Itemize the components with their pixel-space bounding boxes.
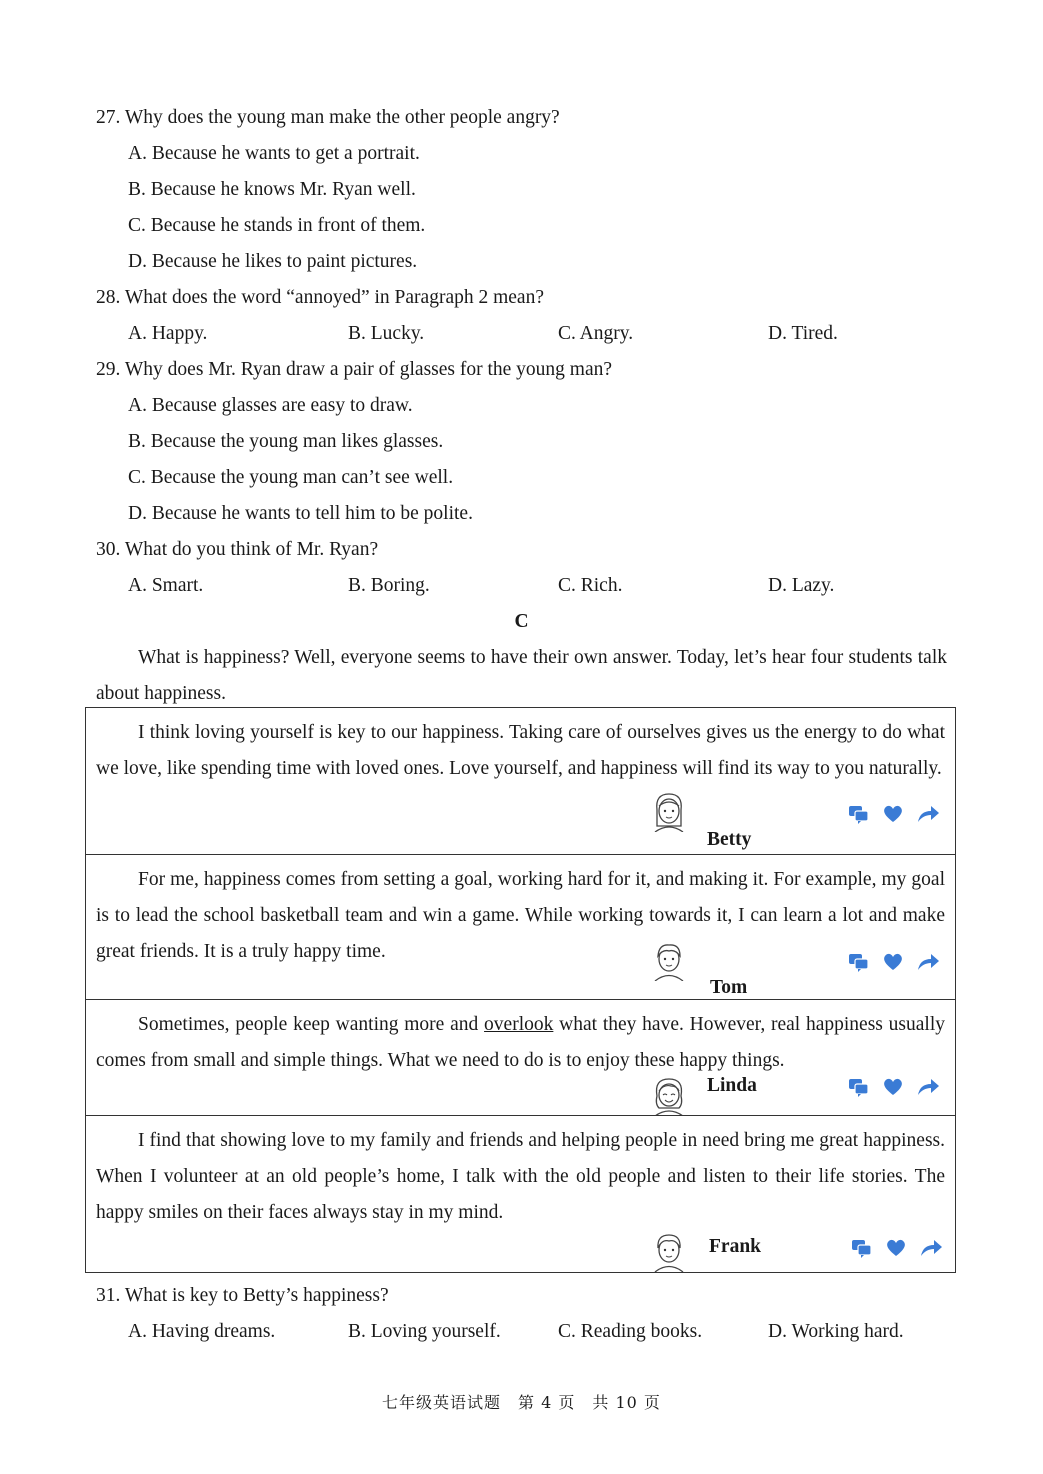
page-footer: 七年级英语试题 第 4 页 共 10 页 bbox=[382, 1393, 661, 1412]
post-actions bbox=[848, 1077, 940, 1097]
post-frank bbox=[86, 1115, 955, 1272]
post-text: For me, happiness comes from setting a goal, working hard for it, and making it. For example, my goal is to lead the school basketball team and win a game. While working towards it, I can learn a lot and make great friends. It is a truly happy time. bbox=[96, 869, 945, 962]
q30-option-b: B. Boring. bbox=[348, 575, 430, 596]
q27-option-b: B. Because he knows Mr. Ryan well. bbox=[128, 179, 416, 200]
q31-option-a: A. Having dreams. bbox=[128, 1321, 276, 1342]
post-betty bbox=[86, 708, 955, 854]
q28-option-b: B. Lucky. bbox=[348, 323, 425, 344]
share-icon[interactable] bbox=[919, 1238, 943, 1258]
boy-avatar-icon bbox=[649, 939, 689, 981]
post-actions bbox=[851, 1238, 943, 1258]
post-author-name: Linda bbox=[707, 1075, 757, 1096]
post-text-block bbox=[96, 1007, 945, 1079]
q31-option-c: C. Reading books. bbox=[558, 1321, 703, 1342]
underlined-word: overlook bbox=[484, 1014, 554, 1035]
post-text-block bbox=[96, 715, 945, 787]
q30-option-c: C. Rich. bbox=[558, 575, 623, 596]
student-posts-box bbox=[85, 707, 956, 1273]
q28-option-a: A. Happy. bbox=[128, 323, 208, 344]
section-intro-text: What is happiness? Well, everyone seems to have their own answer. Today, let’s hear four students talk about happiness. bbox=[96, 647, 947, 704]
q28-option-c: C. Angry. bbox=[558, 323, 634, 344]
q29-option-a: A. Because glasses are easy to draw. bbox=[128, 395, 413, 416]
q28-option-d: D. Tired. bbox=[768, 323, 838, 344]
question-29: 29. Why does Mr. Ryan draw a pair of glasses for the young man? bbox=[96, 359, 613, 380]
comment-icon[interactable] bbox=[848, 952, 870, 972]
section-heading: C bbox=[514, 611, 529, 632]
post-text-after: what they have. However, real happiness usually comes from small and simple things. What we need to do is to enjoy these happy things. bbox=[96, 1014, 945, 1071]
post-text: I think loving yourself is key to our happiness. Taking care of ourselves gives us the energy to do what we love, like spending time with loved ones. Love yourself, and happiness will find its way to you naturally. bbox=[96, 722, 945, 779]
q30-option-d: D. Lazy. bbox=[768, 575, 835, 596]
heart-icon[interactable] bbox=[882, 804, 904, 824]
q29-option-d: D. Because he wants to tell him to be polite. bbox=[128, 503, 473, 524]
post-actions bbox=[848, 804, 940, 824]
heart-icon[interactable] bbox=[885, 1238, 907, 1258]
share-icon[interactable] bbox=[916, 1077, 940, 1097]
question-31: 31. What is key to Betty’s happiness? bbox=[96, 1285, 389, 1306]
share-icon[interactable] bbox=[916, 804, 940, 824]
question-30: 30. What do you think of Mr. Ryan? bbox=[96, 539, 379, 560]
q29-option-b: B. Because the young man likes glasses. bbox=[128, 431, 444, 452]
post-text: I find that showing love to my family and friends and helping people in need bring me great happiness. When I volunteer at an old people’s home, I talk with the old people and listen to their life stories. The happy smiles on their faces always stay in my mind. bbox=[96, 1130, 945, 1223]
post-actions bbox=[848, 952, 940, 972]
question-27: 27. Why does the young man make the other people angry? bbox=[96, 107, 560, 128]
q29-option-c: C. Because the young man can’t see well. bbox=[128, 467, 454, 488]
post-author-name: Betty bbox=[707, 829, 752, 850]
comment-icon[interactable] bbox=[848, 804, 870, 824]
q31-option-d: D. Working hard. bbox=[768, 1321, 904, 1342]
q27-option-a: A. Because he wants to get a portrait. bbox=[128, 143, 420, 164]
heart-icon[interactable] bbox=[882, 1077, 904, 1097]
share-icon[interactable] bbox=[916, 952, 940, 972]
post-author-name: Tom bbox=[710, 977, 748, 998]
q30-option-a: A. Smart. bbox=[128, 575, 204, 596]
girl-avatar-icon bbox=[649, 1074, 689, 1116]
post-text-before: Sometimes, people keep wanting more and bbox=[138, 1014, 485, 1035]
post-text-block bbox=[96, 1123, 945, 1231]
boy-avatar-icon bbox=[649, 1230, 689, 1272]
post-author-name: Frank bbox=[709, 1236, 762, 1257]
heart-icon[interactable] bbox=[882, 952, 904, 972]
q31-option-b: B. Loving yourself. bbox=[348, 1321, 501, 1342]
q27-option-c: C. Because he stands in front of them. bbox=[128, 215, 426, 236]
post-tom bbox=[86, 854, 955, 999]
q27-option-d: D. Because he likes to paint pictures. bbox=[128, 251, 418, 272]
girl-avatar-icon bbox=[649, 790, 689, 832]
comment-icon[interactable] bbox=[851, 1238, 873, 1258]
post-text-block bbox=[96, 862, 945, 970]
comment-icon[interactable] bbox=[848, 1077, 870, 1097]
question-28: 28. What does the word “annoyed” in Paragraph 2 mean? bbox=[96, 287, 544, 308]
section-intro bbox=[96, 640, 947, 712]
post-linda bbox=[86, 999, 955, 1115]
